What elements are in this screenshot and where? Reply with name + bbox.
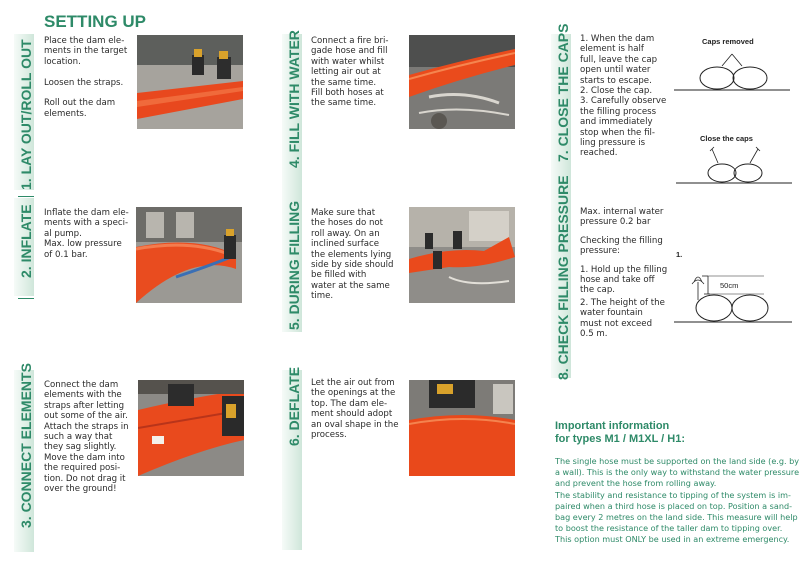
info-body: The single hose must be supported on the land side (e.g. by a wall). This is the only way to withstand the water pressure and prevent the hose from rolling away. The stability and resistance to tipping of the system is im- paired when a third hose is placed on top. Position a sand- bag every 2 metres on the land side. This measure will help to boost the resistance of the taller dam to tipping over. This option must ONLY be used in an extreme emergency. <box>555 456 800 545</box>
info-title: Important information for types M1 / M1XL / H1: <box>555 420 685 445</box>
max-pressure: Max. internal water pressure 0.2 bar <box>580 207 664 228</box>
section-label-check-filling-pressure: 8. CHECK FILLING PRESSURE <box>555 175 571 380</box>
check-pressure-text <box>580 207 672 339</box>
step-3: 3. Carefully observe the filling process and immediately stop when the fil- ling pressure is reached. <box>580 96 667 159</box>
close-caps-caption: Close the caps <box>700 134 753 143</box>
photo-inflate <box>136 207 242 303</box>
section-label-deflate: 6. DEFLATE <box>286 366 302 446</box>
photo-fill-with-water <box>409 35 515 129</box>
height-label: 50cm <box>720 281 739 290</box>
divider <box>18 196 34 197</box>
pressure-check-diagram <box>672 264 796 326</box>
section-label-inflate: 2. INFLATE <box>18 204 34 278</box>
photo-connect-elements <box>138 380 244 476</box>
section-label-during-filling: 5. DURING FILLING <box>286 200 302 330</box>
section-text-deflate: Let the air out from the openings at the top. The dam ele- ment should adopt an oval shape in the process. <box>311 378 399 441</box>
step-1: 1. When the dam element is half full, leave the cap open until water starts to escape. <box>580 34 658 86</box>
step-2: 2. Close the cap. <box>580 86 653 97</box>
section-text-fill-with-water: Connect a fire bri- gade hose and fill with water whilst letting air out at the same time. Fill both hoses at the same time. <box>311 36 389 109</box>
close-caps-steps <box>580 34 672 159</box>
section-text-connect-elements: Connect the dam elements with the straps after letting out some of the air. Attach the straps in such a way that they sag slightly. Move the dam into the required posi- tion. Do not drag it over the ground! <box>44 380 129 495</box>
section-text-inflate: Inflate the dam ele- ments with a speci- al pump. Max. low pressure of 0.1 bar. <box>44 208 129 260</box>
check-step-1: 1. Hold up the filling hose and take off the cap. <box>580 264 668 296</box>
photo-lay-out <box>137 35 243 129</box>
photo-during-filling <box>409 207 515 303</box>
photo-deflate <box>409 380 515 476</box>
caps-removed-diagram <box>672 46 792 96</box>
pressure-step-number: 1. <box>676 250 683 259</box>
section-label-close-the-caps: 7. CLOSE THE CAPS <box>555 23 571 162</box>
divider <box>18 298 34 299</box>
section-label-lay-out: 1. LAY OUT/ROLL OUT <box>18 39 34 190</box>
page-title: SETTING UP <box>44 12 147 31</box>
checking-label: Checking the filling pressure: <box>580 235 663 257</box>
section-text-lay-out: Place the dam ele- ments in the target location. Loosen the straps. Roll out the dam elements. <box>44 36 128 119</box>
close-caps-diagram <box>674 143 794 189</box>
section-label-connect-elements: 3. CONNECT ELEMENTS <box>18 363 34 528</box>
section-label-fill-with-water: 4. FILL WITH WATER <box>286 30 302 168</box>
check-step-2: 2. The height of the water fountain must not exceed 0.5 m. <box>580 297 665 340</box>
caps-removed-caption: Caps removed <box>702 37 754 46</box>
section-text-during-filling: Make sure that the hoses do not roll away. On an inclined surface the elements lying side by side should be filled with water at the same time. <box>311 208 394 302</box>
